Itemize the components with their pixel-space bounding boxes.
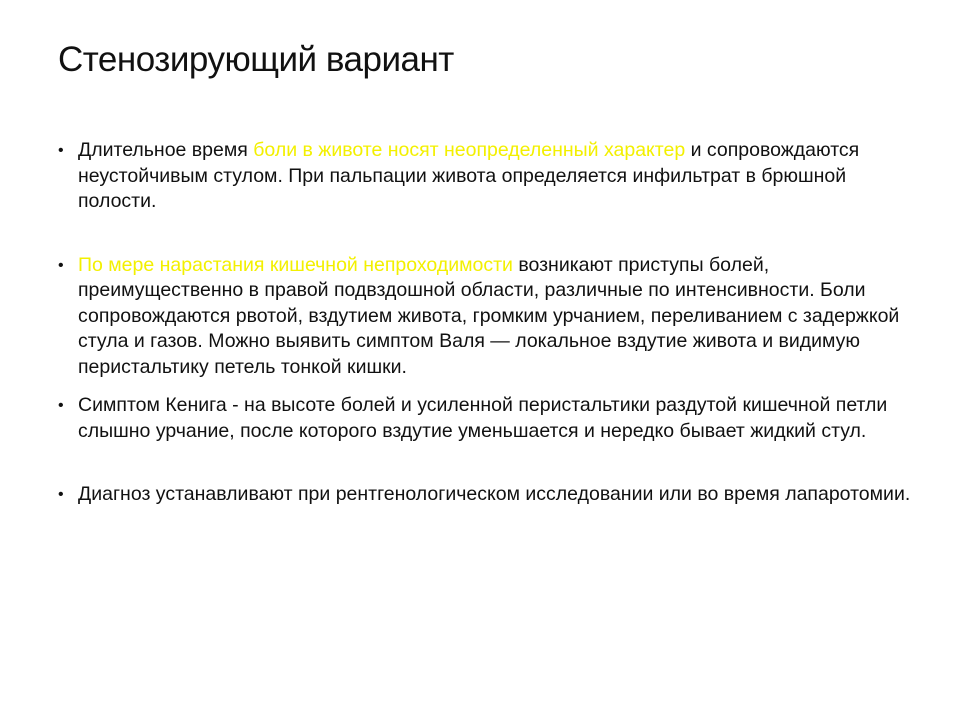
bullet-text-plain: Симптом Кенига - на высоте болей и усиленной перистальтики раздутой кишечной петли слышно урчание, после которого вздутие уменьшается и нередко бывает жидкий стул. [78, 394, 888, 442]
bullet-marker: • [58, 397, 64, 414]
bullet-item [58, 138, 918, 215]
bullet-text-plain: и сопровождаются неустойчивым стулом. При пальпации живота определяется инфильтрат в брюшной полости. [78, 139, 860, 212]
bullet-item [58, 393, 918, 444]
bullet-text-highlight: По мере нарастания кишечной непроходимости [78, 253, 513, 276]
bullet-text-highlight: боли в животе носят неопределенный характер [253, 139, 686, 161]
bullet-marker: • [58, 486, 64, 503]
bullet-list [58, 138, 918, 508]
bullet-marker: • [58, 256, 64, 274]
bullet-item [58, 253, 918, 381]
slide-title: Стенозирующий вариант [58, 40, 454, 79]
bullet-text-plain: Длительное время [78, 139, 254, 161]
bullet-item [58, 482, 918, 508]
bullet-text-plain: Диагноз устанавливают при рентгенологическом исследовании или во время лапаротомии. [78, 483, 911, 505]
bullet-marker: • [58, 142, 64, 159]
bullet-text-plain: возникают приступы болей, преимущественно в правой подвздошной области, различные по интенсивности. Боли сопровождаются рвотой, вздутием живота, громким урчанием, переливанием с задержкой стула и газов. Можно выявить симптом Валя — локальное вздутие живота и видимую перистальтику петель тонкой кишки. [78, 253, 900, 378]
